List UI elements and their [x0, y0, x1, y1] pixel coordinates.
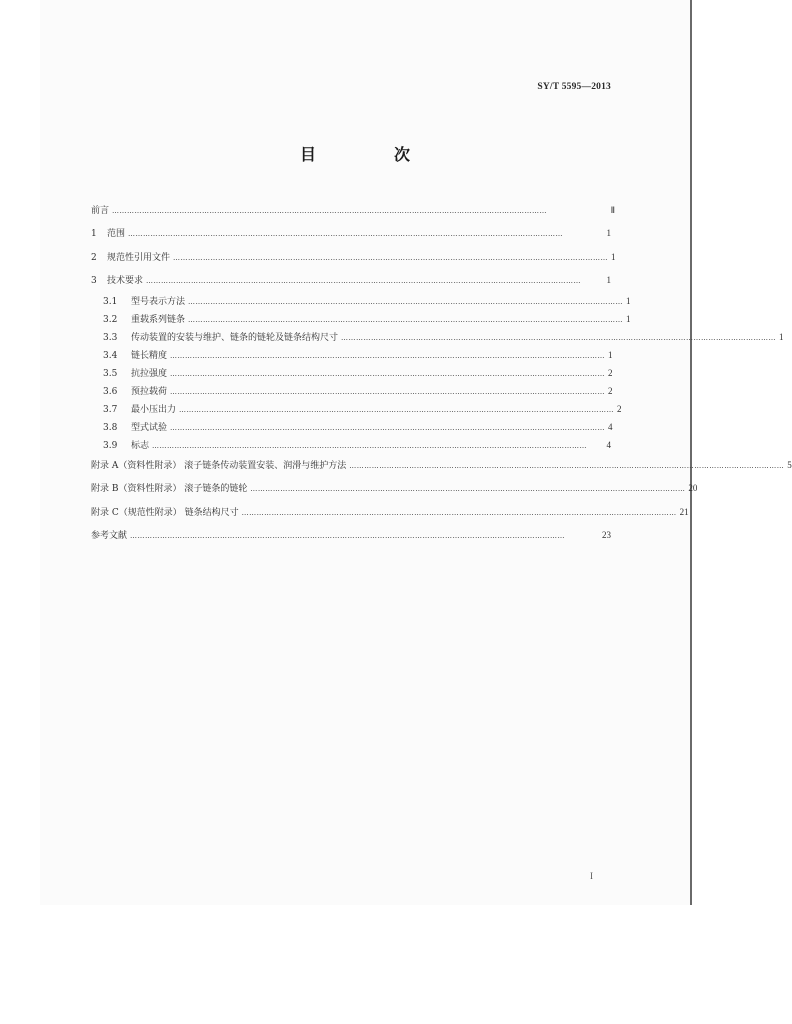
- toc-entry-label: 技术要求: [107, 276, 144, 286]
- toc-title-char-1: 目: [300, 145, 317, 164]
- toc-leader-dots: …………………………………………………………………………………………………………………………………………………………: [146, 277, 582, 285]
- toc-entry-number: 3.2: [103, 315, 118, 325]
- toc-leader-dots: …………………………………………………………………………………………………………………………………………………………: [341, 334, 777, 342]
- toc-entry-number: 3.5: [103, 369, 118, 379]
- toc-entry-2[interactable]: [91, 250, 616, 264]
- toc-entry-label: 参考文献: [91, 531, 128, 541]
- toc-entry-page: 1: [606, 275, 611, 285]
- toc-entry-label: 附录 B（资料性附录） 滚子链条的链轮: [91, 484, 248, 494]
- toc-leader-dots: …………………………………………………………………………………………………………………………………………………………: [188, 316, 624, 324]
- toc-entry-page: 5: [787, 460, 792, 470]
- toc-entry-label: 抗拉强度: [131, 369, 168, 379]
- toc-entry-label: 附录 A（资料性附录） 滚子链条传动装置安装、润滑与维护方法: [91, 461, 347, 471]
- toc-entry-number: 3.3: [103, 333, 118, 343]
- toc-leader-dots: …………………………………………………………………………………………………………………………………………………………: [170, 352, 606, 360]
- toc-entry-annex-c[interactable]: [91, 505, 689, 519]
- toc-leader-dots: …………………………………………………………………………………………………………………………………………………………: [170, 388, 606, 396]
- toc-entry-page: Ⅱ: [610, 205, 615, 215]
- toc-entry-label: 范围: [107, 229, 126, 239]
- toc-entry-label: 型号表示方法: [131, 297, 186, 307]
- toc-entry-page: 2: [617, 404, 622, 414]
- toc-leader-dots: …………………………………………………………………………………………………………………………………………………………: [152, 442, 588, 450]
- toc-entry-3-6[interactable]: [103, 384, 611, 398]
- toc-entry-page: 2: [608, 368, 613, 378]
- toc-entry-page: 1: [608, 350, 613, 360]
- toc-entry-number: 3.7: [103, 405, 118, 415]
- toc-entry-1[interactable]: [91, 226, 611, 240]
- toc-title-char-2: 次: [393, 145, 410, 164]
- toc-leader-dots: …………………………………………………………………………………………………………………………………………………………: [128, 230, 564, 238]
- document-code: SY/T 5595—2013: [537, 82, 611, 92]
- toc-entry-page: 21: [679, 507, 689, 517]
- toc-leader-dots: …………………………………………………………………………………………………………………………………………………………: [170, 424, 606, 432]
- toc-entry-label: 型式试验: [131, 423, 168, 433]
- footer-page-number: I: [590, 871, 593, 881]
- toc-entry-3-4[interactable]: [103, 348, 611, 362]
- toc-entry-label: 规范性引用文件: [107, 253, 171, 263]
- toc-entry-preface[interactable]: [91, 203, 615, 217]
- toc-entry-label: 链长精度: [131, 351, 168, 361]
- toc-entry-label: 前言: [91, 206, 110, 216]
- toc-entry-number: 1: [91, 229, 97, 239]
- toc-entry-label: 标志: [131, 441, 150, 451]
- toc-entry-number: 3.8: [103, 423, 118, 433]
- toc-entry-page: 1: [606, 228, 611, 238]
- toc-entry-page: 1: [611, 252, 616, 262]
- toc-entry-label: 附录 C（规范性附录） 链条结构尺寸: [91, 508, 239, 518]
- toc-entry-page: 4: [606, 440, 611, 450]
- toc-leader-dots: …………………………………………………………………………………………………………………………………………………………: [130, 532, 566, 540]
- toc-entry-3-9[interactable]: [103, 438, 611, 452]
- toc-entry-label: 重载系列链条: [131, 315, 186, 325]
- toc-entry-3-7[interactable]: [103, 402, 622, 416]
- toc-entry-3-1[interactable]: [103, 294, 631, 308]
- toc-leader-dots: …………………………………………………………………………………………………………………………………………………………: [250, 485, 686, 493]
- toc-entry-label: 预拉载荷: [131, 387, 168, 397]
- toc-entry-label: 传动装置的安装与维护、链条的链轮及链条结构尺寸: [131, 333, 339, 343]
- toc-entry-page: 1: [626, 296, 631, 306]
- toc-entry-page: 4: [608, 422, 613, 432]
- toc-leader-dots: …………………………………………………………………………………………………………………………………………………………: [241, 509, 677, 517]
- toc-leader-dots: …………………………………………………………………………………………………………………………………………………………: [349, 462, 785, 470]
- toc-entry-page: 1: [779, 332, 784, 342]
- toc-entry-3-5[interactable]: [103, 366, 611, 380]
- toc-entry-label: 最小压出力: [131, 405, 177, 415]
- toc-entry-number: 3.9: [103, 441, 118, 451]
- toc-entry-page: 1: [626, 314, 631, 324]
- toc-entry-number: 2: [91, 253, 97, 263]
- toc-entry-annex-b[interactable]: [91, 481, 698, 495]
- toc-entry-number: 3.1: [103, 297, 118, 307]
- toc-entry-3-2[interactable]: [103, 312, 631, 326]
- toc-leader-dots: …………………………………………………………………………………………………………………………………………………………: [112, 207, 548, 215]
- toc-leader-dots: …………………………………………………………………………………………………………………………………………………………: [188, 298, 624, 306]
- toc-entry-bibliography[interactable]: [91, 528, 611, 542]
- toc-entry-3[interactable]: [91, 273, 611, 287]
- toc-leader-dots: …………………………………………………………………………………………………………………………………………………………: [179, 406, 615, 414]
- toc-entry-page: 23: [602, 530, 611, 540]
- toc-leader-dots: …………………………………………………………………………………………………………………………………………………………: [173, 254, 609, 262]
- toc-entry-annex-a[interactable]: [91, 458, 792, 472]
- toc-entry-3-8[interactable]: [103, 420, 611, 434]
- toc-entry-3-3[interactable]: [103, 330, 784, 344]
- toc-leader-dots: …………………………………………………………………………………………………………………………………………………………: [170, 370, 606, 378]
- toc-entry-number: 3: [91, 276, 97, 286]
- toc-entry-page: 2: [608, 386, 613, 396]
- toc-entry-number: 3.4: [103, 351, 118, 361]
- toc-entry-page: 20: [688, 483, 698, 493]
- toc-entry-number: 3.6: [103, 387, 118, 397]
